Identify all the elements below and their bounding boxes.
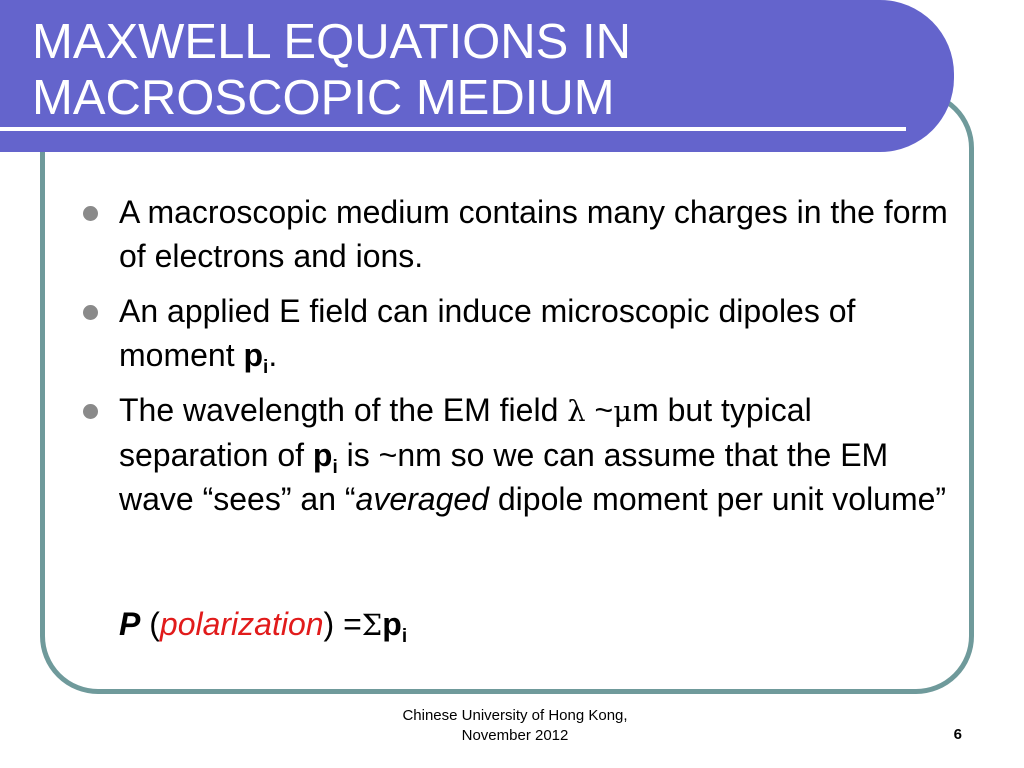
lambda-symbol: λ [567,394,586,428]
bullet-text [119,392,946,517]
bullet-text-part: ~ [585,392,614,428]
mu-symbol: μ [613,394,633,428]
bullet-text-part: The wavelength of the EM field [119,392,568,428]
bullet-item [80,190,960,278]
bullet-text-part: m but typical separation of [119,392,812,473]
footer-credit [370,706,660,746]
bullet-marker-icon [83,206,98,221]
title-underline [0,127,906,131]
dipole-symbol: $p_i$ [312,437,338,478]
polarization-formula: P (polarization) $=\Sigma p_i$ [119,606,408,647]
slide-title-line-1: MAXWELL EQUATIONS IN [32,15,631,69]
footer-line-2: November 2012 [461,727,569,744]
bullet-text-part: . [268,337,278,373]
bullet-marker-icon [83,305,98,320]
dipole-symbol: $p_i$ [243,337,269,378]
footer-line-1: Chinese University of Hong Kong, [402,707,628,724]
page-number: 6 [953,726,962,743]
bullet-text: A macroscopic medium contains many charges in the form of electrons and ions. [119,194,948,274]
bullet-item [80,289,960,377]
emphasis-text: averaged [355,481,489,517]
sigma-symbol: Σ [361,608,383,642]
bullet-item [80,388,960,521]
bullet-text-part: is ~nm so we can assume that the EM wave “sees” an “ [119,437,889,517]
bullet-text [119,293,856,378]
slide-title-line-2: MACROSCOPIC MEDIUM [32,71,615,125]
polarization-label: polarization [159,606,324,642]
bullet-marker-icon [83,404,98,419]
title-band [0,0,954,152]
polarization-symbol: P [119,606,141,642]
bullet-text-part: dipole moment per unit volume” [488,481,947,517]
slide-title [32,14,631,126]
bullet-list [80,190,960,532]
bullet-text-part: An applied E field can induce microscopic dipoles of moment [119,293,856,373]
dipole-symbol: $p_i$ [382,606,408,647]
